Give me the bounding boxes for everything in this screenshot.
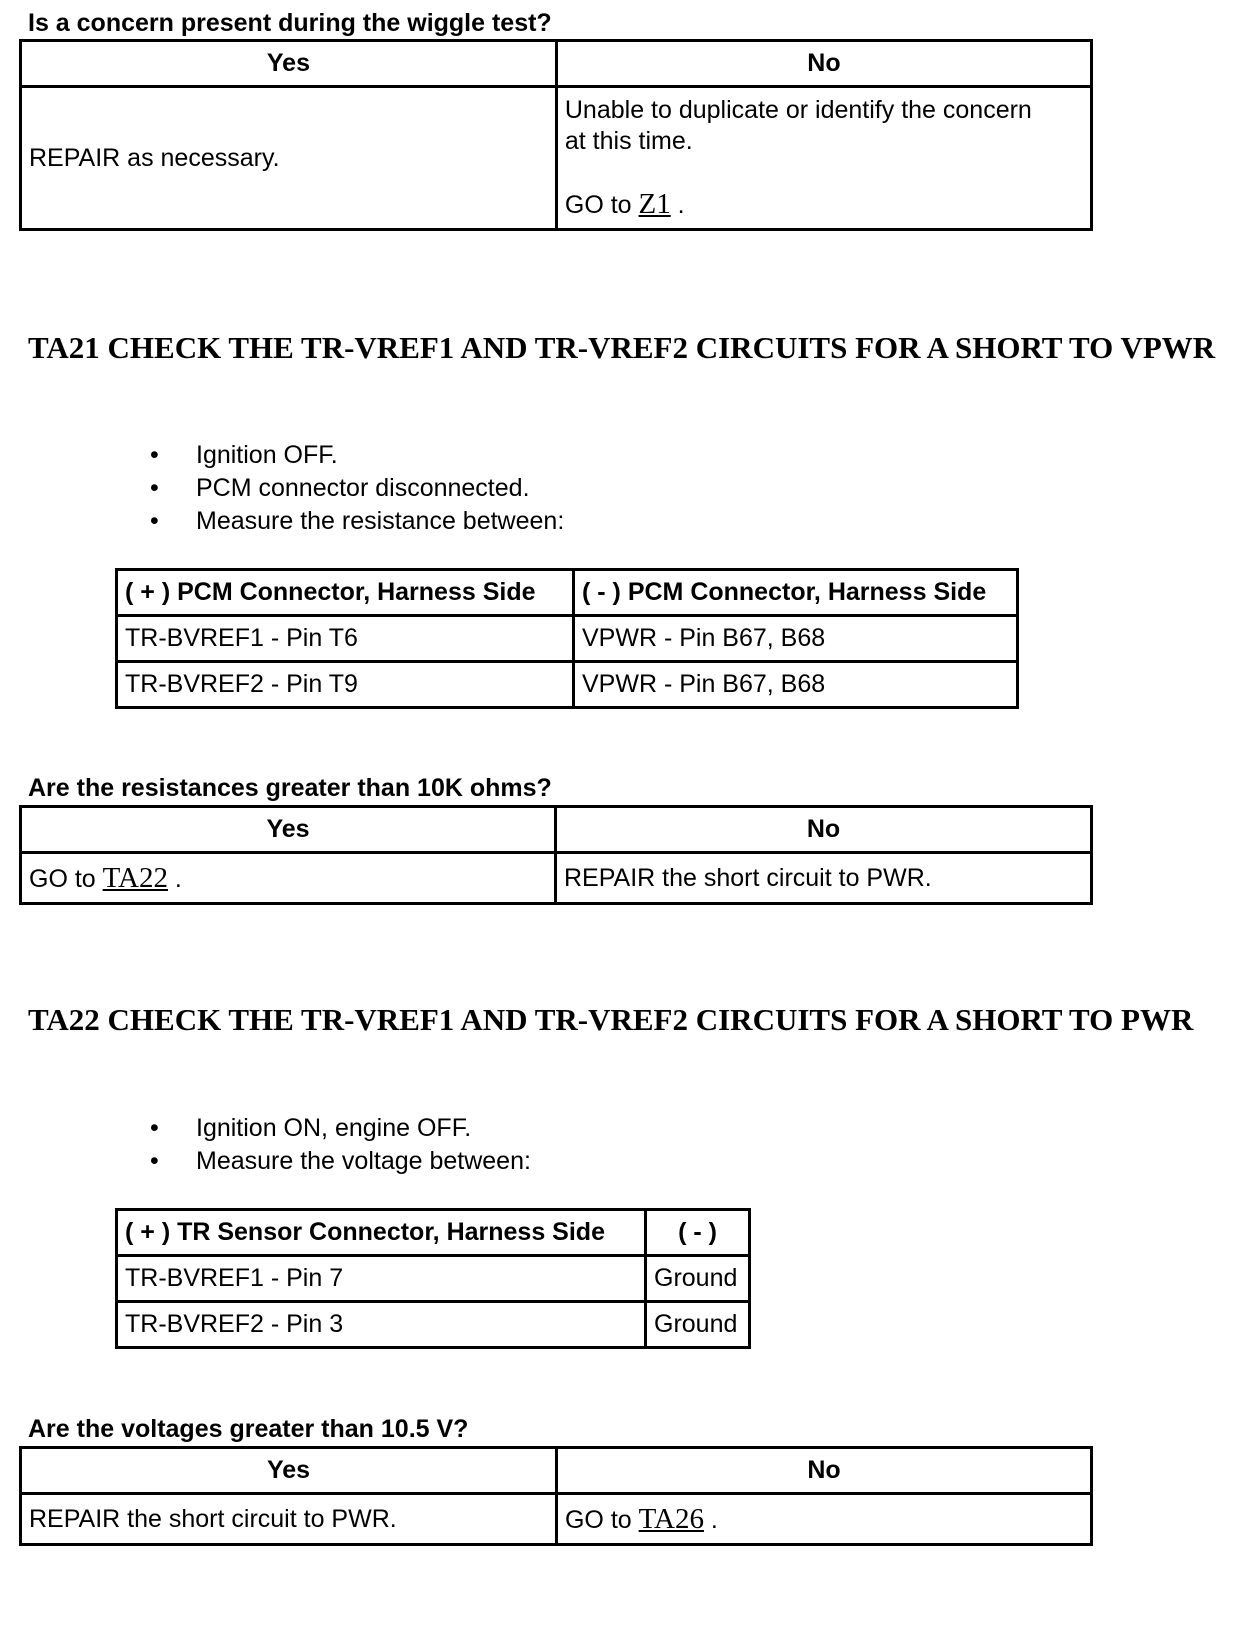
step-text: Ignition OFF. bbox=[196, 441, 338, 469]
ta21-question: Are the resistances greater than 10K ohms? bbox=[28, 774, 552, 802]
ta22-question: Are the voltages greater than 10.5 V? bbox=[28, 1415, 469, 1443]
yes-cell bbox=[21, 853, 556, 904]
ta22-steps bbox=[150, 1112, 531, 1178]
table-row bbox=[117, 1302, 750, 1348]
ta21-heading: TA21 CHECK THE TR-VREF1 AND TR-VREF2 CIRCUITS FOR A SHORT TO VPWR bbox=[28, 330, 1216, 365]
step-text: Measure the resistance between: bbox=[196, 507, 565, 535]
table-cell: TR-BVREF2 - Pin T9 bbox=[117, 662, 574, 708]
ta21-resistance-table bbox=[115, 568, 1019, 709]
table-cell: TR-BVREF1 - Pin T6 bbox=[117, 616, 574, 662]
ta21-result-table bbox=[19, 805, 1093, 905]
table-cell: TR-BVREF1 - Pin 7 bbox=[117, 1256, 646, 1302]
list-item bbox=[150, 1145, 531, 1178]
goto-suffix: . bbox=[703, 1505, 718, 1534]
goto-suffix: . bbox=[167, 864, 182, 893]
ta21-steps bbox=[150, 439, 564, 538]
step-text: Ignition ON, engine OFF. bbox=[196, 1114, 472, 1142]
wiggle-test-table bbox=[19, 39, 1093, 231]
table-header: ( + ) TR Sensor Connector, Harness Side bbox=[117, 1210, 646, 1256]
no-text-line-2: at this time. bbox=[564, 127, 693, 155]
goto-prefix: GO to bbox=[29, 864, 103, 893]
no-header: No bbox=[556, 1448, 1091, 1494]
list-item bbox=[150, 505, 564, 538]
yes-header: Yes bbox=[21, 41, 557, 87]
no-header: No bbox=[556, 41, 1091, 87]
goto-line bbox=[565, 189, 1083, 221]
table-cell: VPWR - Pin B67, B68 bbox=[574, 616, 1018, 662]
table-header: ( - ) PCM Connector, Harness Side bbox=[574, 570, 1018, 616]
list-item bbox=[150, 1112, 531, 1145]
no-text-line-1: Unable to duplicate or identify the concern bbox=[564, 96, 1032, 124]
table-cell: Ground bbox=[646, 1256, 750, 1302]
table-row bbox=[117, 1256, 750, 1302]
table-row bbox=[117, 662, 1018, 708]
bullet-icon: • bbox=[150, 1147, 159, 1175]
list-item bbox=[150, 472, 564, 505]
yes-cell bbox=[21, 1494, 557, 1545]
list-item bbox=[150, 439, 564, 472]
link-z1[interactable]: Z1 bbox=[638, 188, 671, 220]
bullet-icon: • bbox=[150, 441, 159, 469]
table-header: ( + ) PCM Connector, Harness Side bbox=[117, 570, 574, 616]
table-row bbox=[117, 616, 1018, 662]
yes-header: Yes bbox=[21, 1448, 557, 1494]
no-header: No bbox=[556, 807, 1092, 853]
ta22-result-table bbox=[19, 1446, 1093, 1546]
bullet-icon: • bbox=[150, 474, 159, 502]
no-cell bbox=[556, 853, 1092, 904]
goto-suffix: . bbox=[670, 191, 685, 219]
yes-cell bbox=[21, 87, 557, 230]
goto-prefix: GO to bbox=[564, 1505, 639, 1534]
wiggle-test-question: Is a concern present during the wiggle test? bbox=[28, 9, 552, 37]
table-cell: Ground bbox=[646, 1302, 750, 1348]
goto-prefix: GO to bbox=[564, 191, 639, 219]
no-cell bbox=[556, 87, 1091, 230]
bullet-icon: • bbox=[150, 1114, 159, 1142]
no-text: REPAIR the short circuit to PWR. bbox=[564, 863, 932, 892]
no-cell bbox=[556, 1494, 1091, 1545]
yes-text: REPAIR the short circuit to PWR. bbox=[29, 1504, 397, 1533]
step-text: PCM connector disconnected. bbox=[196, 474, 530, 502]
ta22-voltage-table bbox=[115, 1208, 751, 1349]
bullet-icon: • bbox=[150, 507, 159, 535]
step-text: Measure the voltage between: bbox=[196, 1147, 531, 1175]
ta22-heading: TA22 CHECK THE TR-VREF1 AND TR-VREF2 CIRCUITS FOR A SHORT TO PWR bbox=[28, 1002, 1194, 1037]
table-cell: TR-BVREF2 - Pin 3 bbox=[117, 1302, 646, 1348]
link-ta26[interactable]: TA26 bbox=[638, 1502, 704, 1535]
yes-text: REPAIR as necessary. bbox=[29, 143, 280, 172]
table-header: ( - ) bbox=[646, 1210, 750, 1256]
table-cell: VPWR - Pin B67, B68 bbox=[574, 662, 1018, 708]
yes-header: Yes bbox=[21, 807, 556, 853]
link-ta22[interactable]: TA22 bbox=[102, 861, 168, 894]
